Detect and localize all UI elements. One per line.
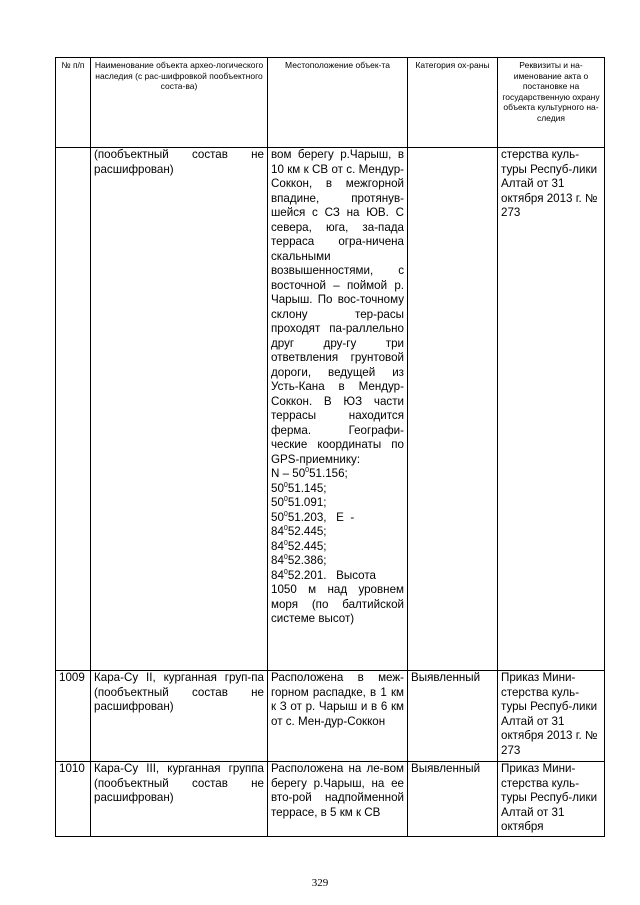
coordinate-line (271, 482, 404, 497)
coordinate-degrees: 84 (271, 525, 284, 538)
coordinate-degrees: 50 (271, 481, 284, 495)
row-name: Кара-Су III, курганная группа (пообъектный состав не расшифрован) (91, 762, 268, 837)
location-tail: 1050 м над уровнем моря (по балтийской системе высот) (271, 583, 404, 625)
row-location (268, 148, 408, 671)
coordinate-minutes: 52.386; (287, 554, 327, 567)
coordinate-degrees: 84 (271, 554, 284, 567)
header-requisites: Реквизиты и на-именование акта о постановке на государственную охрану объекта культурного на-следия (498, 58, 605, 148)
heritage-table (55, 57, 605, 837)
row-num: 1010 (56, 762, 91, 837)
coordinate-line (271, 525, 404, 540)
coordinate-minutes: 52.445; (287, 539, 327, 553)
degree-mark: 0 (283, 539, 288, 547)
coordinate-degrees: 84 (271, 568, 284, 582)
row-requisites: Приказ Мини-стерства куль-туры Респуб-лики Алтай от 31 октября 2013 г. № 273 (498, 671, 605, 762)
row-requisites: стерства куль-туры Респуб-лики Алтай от 31 октября 2013 г. № 273 (498, 148, 605, 671)
location-text: вом берегу р.Чарыш, в 10 км к СВ от с. Мендур-Соккон, в межгорной впадине, протянув-шейся с СЗ на ЮВ. С севера, юга, за-пада терраса огра-ничена скальными возвышенностями, с восточной – поймой р. Чарыш. По вос-точному склону тер-расы проходят па-раллельно друг дру-гу три ответвления грунтовой дороги, ведущей из Усть-Кана в Мендур-Соккон. В ЮЗ части террасы находится ферма. Географи-ческие координаты по GPS-приемнику: (271, 148, 404, 466)
table-row (56, 148, 605, 671)
coordinate-minutes: 52.201. Высота (287, 568, 376, 582)
header-location: Местоположение объек-та (268, 58, 408, 148)
row-num (56, 148, 91, 671)
row-num: 1009 (56, 671, 91, 762)
coordinate-degrees: 50 (271, 510, 284, 524)
degree-mark: 0 (283, 568, 288, 576)
table-header-row (56, 58, 605, 148)
coordinate-line (271, 569, 404, 584)
degree-mark: 0 (283, 525, 288, 533)
coordinate-minutes: 52.445; (287, 525, 327, 538)
coordinate-degrees: N – 50 (271, 467, 306, 480)
coordinate-minutes: 51.145; (287, 481, 327, 495)
coordinate-minutes: 51.156; (309, 467, 348, 480)
row-location: Расположена на ле-вом берегу р.Чарыш, на ее вто-рой надпойменной террасе, в 5 км к СВ (268, 762, 408, 837)
coordinate-line (271, 554, 404, 569)
table-row (56, 671, 605, 762)
coordinate-line (271, 467, 404, 482)
degree-mark: 0 (283, 496, 288, 504)
coordinate-minutes: 51.203, E - (287, 510, 355, 524)
row-category: Выявленный (408, 671, 498, 762)
row-name: (пообъектный состав не расшифрован) (91, 148, 268, 671)
row-name: Кара-Су II, курганная груп-па (пообъектный состав не расшифрован) (91, 671, 268, 762)
degree-mark: 0 (283, 554, 288, 562)
row-category (408, 148, 498, 671)
coordinate-line (271, 540, 404, 555)
row-category: Выявленный (408, 762, 498, 837)
coordinates-list (271, 467, 404, 583)
degree-mark: 0 (283, 510, 288, 518)
row-location: Расположена в меж-горном распадке, в 1 км к З от р. Чарыш и в 6 км от с. Мен-дур-Соккон (268, 671, 408, 762)
coordinate-degrees: 84 (271, 539, 284, 553)
row-requisites: Приказ Мини-стерства куль-туры Респуб-лики Алтай от 31 октября (498, 762, 605, 837)
header-category: Категория ох-раны (408, 58, 498, 148)
coordinate-line (271, 496, 404, 511)
coordinate-degrees: 50 (271, 496, 284, 509)
degree-mark: 0 (283, 481, 288, 489)
header-num: № п/п (56, 58, 91, 148)
coordinate-minutes: 51.091; (287, 496, 327, 509)
header-name: Наименование объекта архео-логического наследия (с рас-шифровкой пообъектного соста-ва) (91, 58, 268, 148)
degree-mark: 0 (305, 467, 310, 475)
coordinate-line (271, 511, 404, 526)
page-number: 329 (311, 877, 329, 889)
table-row (56, 762, 605, 837)
